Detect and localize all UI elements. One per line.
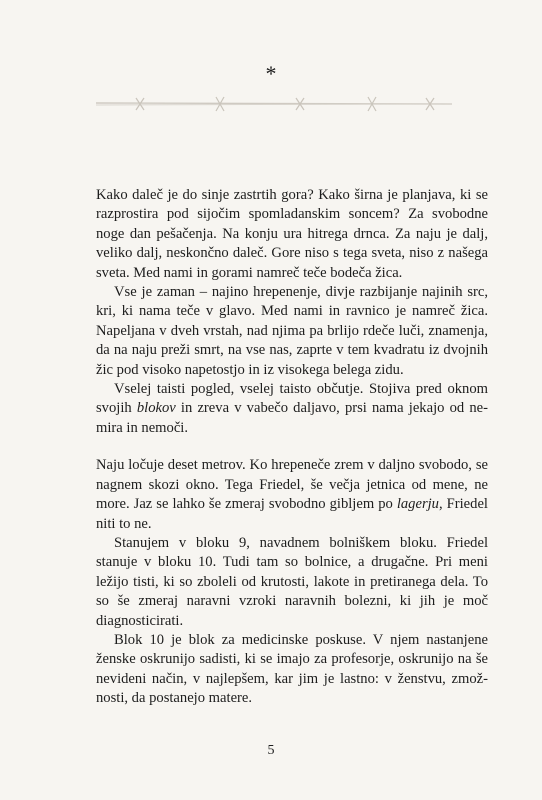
paragraph-3-text-before: Vselej taisti pogled, vselej taisto občutje. Stojiva pred oknom svojih bbox=[96, 381, 488, 417]
barbed-wire-divider bbox=[96, 92, 452, 116]
paragraph-1: Kako daleč je do sinje zastrtih gora? Kako širna je planjava, ki se razprostira pod sijočim spomladanskim soncem? Za svobodne noge dan pešačenja. Na konju ura hitrega drnca. Za naju je dalj, veliko dalj, neskončno daleč. Gore niso s tega sveta, niso z našega sveta. Med nami in gorami namreč teče bodeča žica. bbox=[96, 187, 488, 281]
paragraph-4-text-after: , Friedel niti to ne. bbox=[96, 496, 488, 532]
section-asterisk: * bbox=[265, 61, 277, 86]
paragraph-4-italic-word: lagerju bbox=[396, 496, 439, 513]
paragraph-3-text-after: in zreva v vabečo daljavo, prsi nama jekajo od nemira in nemoči. bbox=[96, 400, 489, 436]
paragraph-5: Stanujem v bloku 9, navadnem bolniškem bloku. Friedel stanuje v bloku 10. Tudi tam so bolnice, a drugačne. Pri meni ležijo tisti, ki so zboleli od krutosti, lakote in pretiranega dela. To so še zmeraj naravni vzroki naravnih bolezni, ki jih je moč diagnosticirati. bbox=[96, 534, 488, 629]
paragraph-4-text-before: Naju ločuje deset metrov. Ko hrepeneče zrem v daljno svobodo, se nagnem skozi okno. Tega Friedel, še večja jetnica od mene, ne more. Jaz se lahko še zmeraj svobodno gibljem po bbox=[96, 457, 488, 513]
paragraph-3-italic-word: blokov bbox=[136, 400, 176, 417]
page-number: 5 bbox=[267, 743, 275, 758]
paragraph-3 bbox=[96, 380, 488, 438]
body-text bbox=[96, 186, 488, 709]
paragraph-4 bbox=[96, 456, 488, 534]
paragraph-2: Vse je zaman – najino hrepenenje, divje razbijanje najinih src, kri, ki nama teče v glavo. Med nami in ravnico je namreč žica. Napeljana v dveh vrstah, nad njima pa brlijo rdeče luči, znamenja, da na naju preži smrt, na vse nas, zaprte v tem kvadratu iz dvojnih žic pod visoko napetostjo in iz visokega belega zidu. bbox=[96, 284, 488, 378]
paragraph-6: Blok 10 je blok za medicinske poskuse. V njem nastanjene ženske oskrunijo sadisti, ki se imajo za profesorje, oskrunijo na še nevideni način, v najlepšem, kar jim je lastno: v ženstvu, zmožnosti, da postanejo matere. bbox=[96, 631, 488, 707]
